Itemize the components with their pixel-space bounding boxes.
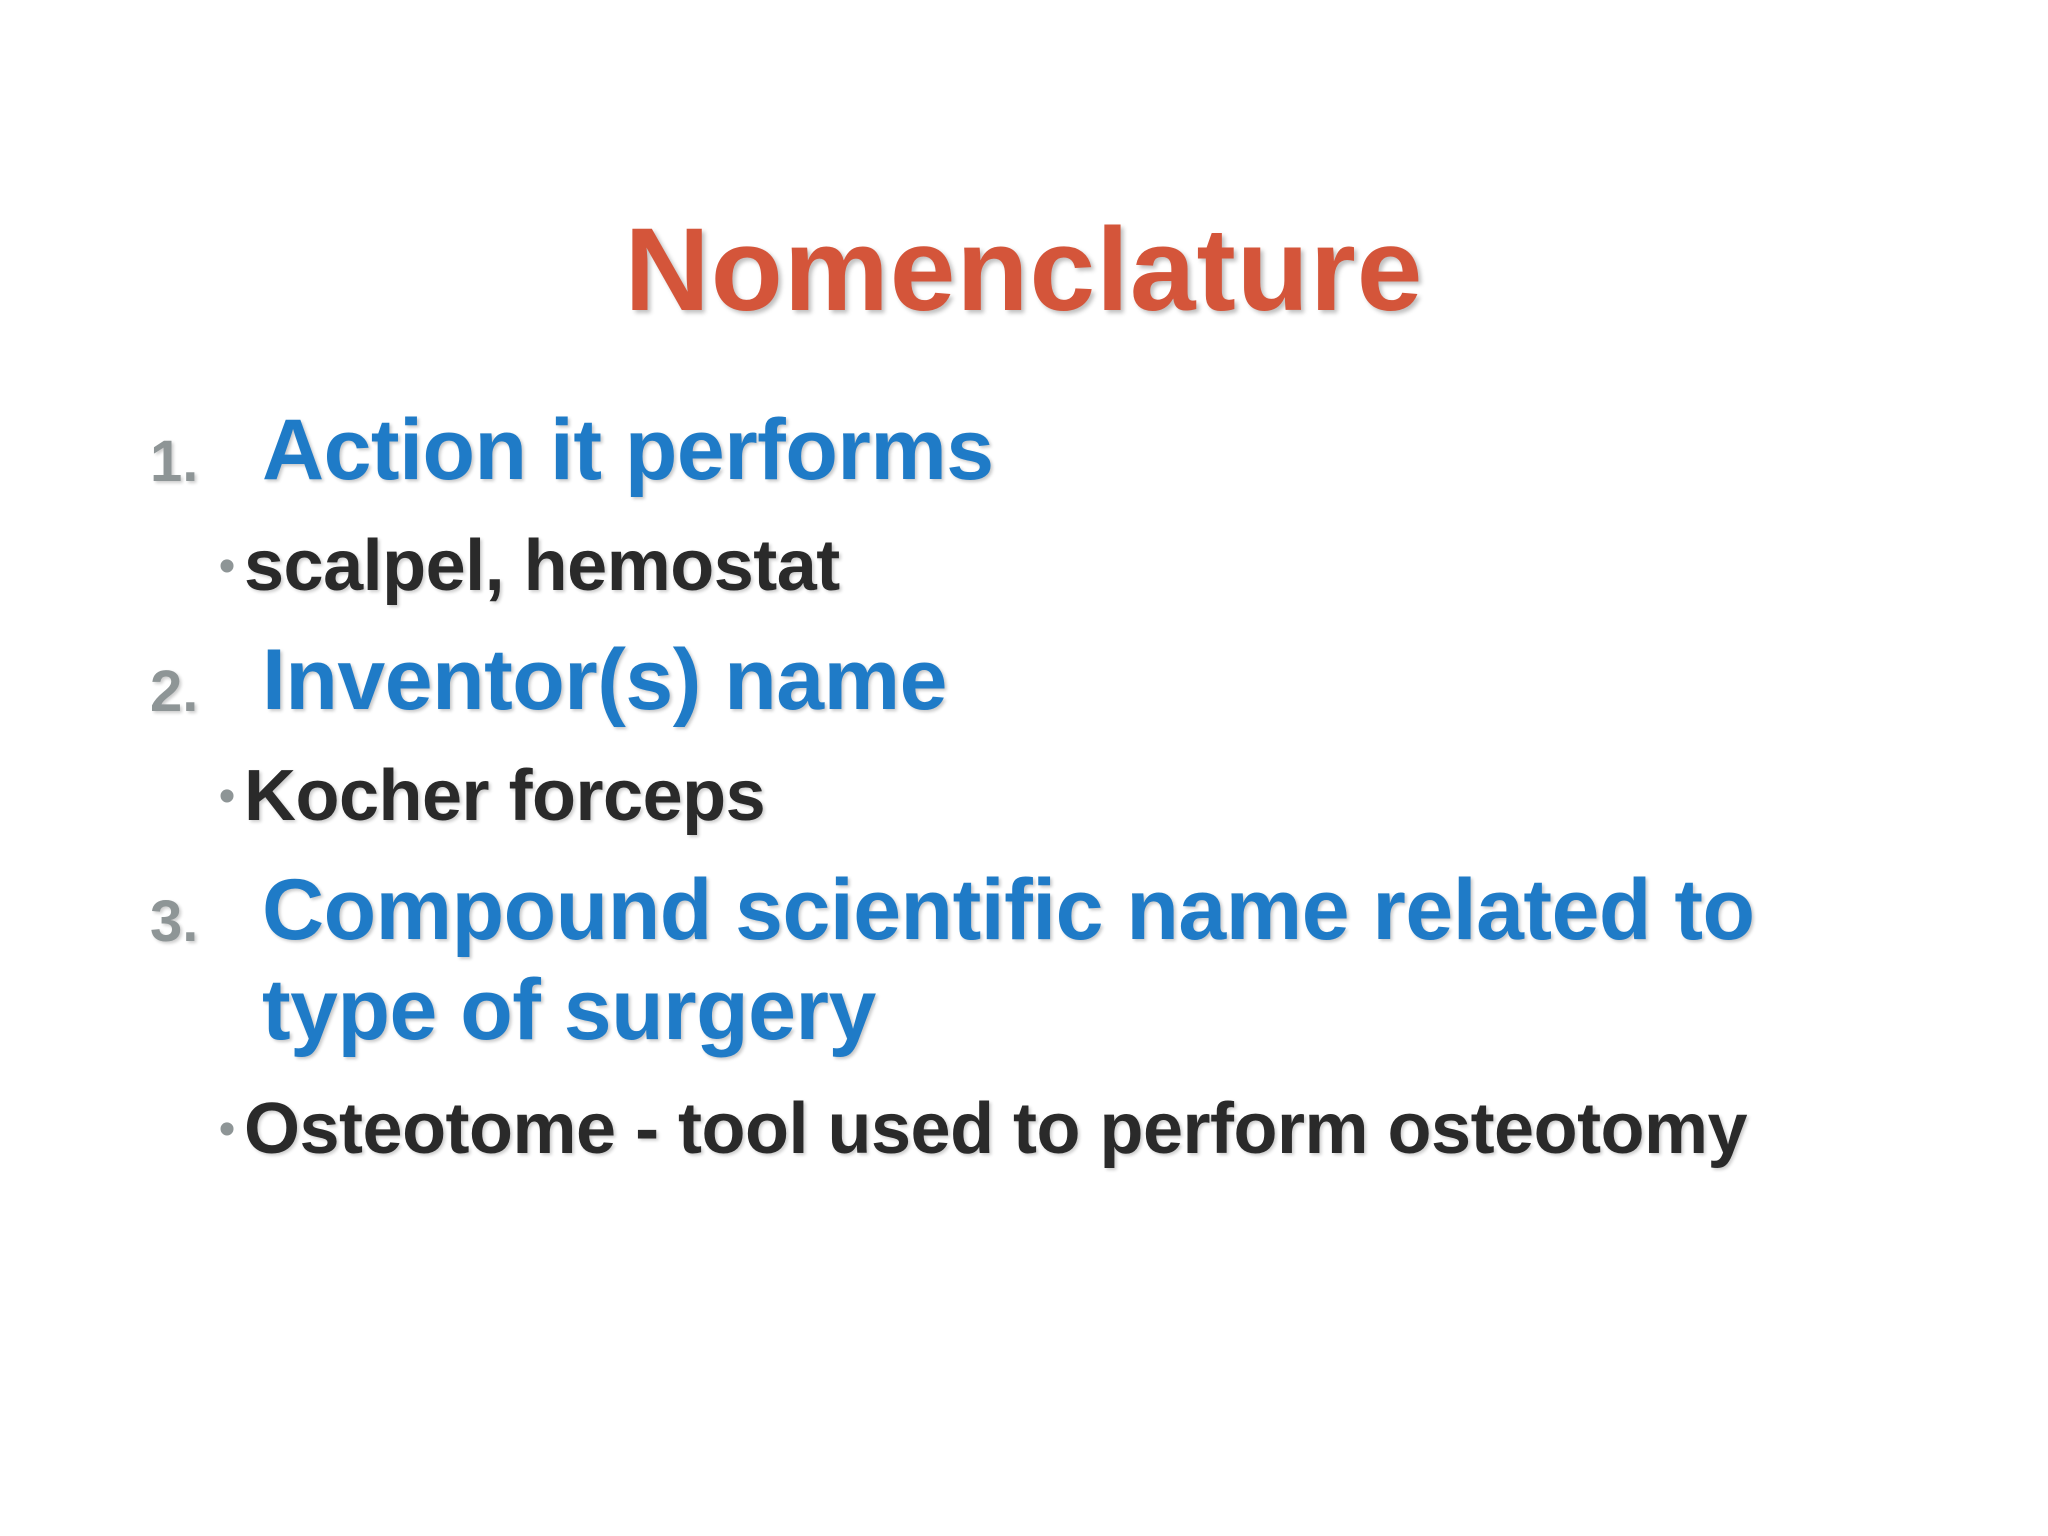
- item-number: 1.: [150, 429, 199, 494]
- bullet-dot-icon: •: [218, 769, 236, 823]
- item-number: 2.: [150, 659, 199, 724]
- item-heading: Action it performs: [262, 402, 994, 498]
- sub-bullet-1: [210, 520, 840, 612]
- item-number: 3.: [150, 889, 199, 954]
- sub-bullet-text: Kocher forceps: [244, 756, 766, 836]
- slide-title: Nomenclature: [624, 204, 1424, 336]
- item-heading: Compound scientific name related to type of surgery: [262, 862, 1755, 1058]
- bullet-dot-icon: •: [218, 539, 236, 593]
- sub-bullet-text: scalpel, hemostat: [244, 526, 840, 606]
- bullet-dot-icon: •: [218, 1102, 236, 1156]
- item-heading: Inventor(s) name: [262, 632, 947, 728]
- sub-bullet-2: [210, 750, 765, 842]
- sub-bullet-text: Osteotome - tool used to perform osteotomy: [244, 1089, 1748, 1169]
- sub-bullet-3: [210, 1083, 1747, 1175]
